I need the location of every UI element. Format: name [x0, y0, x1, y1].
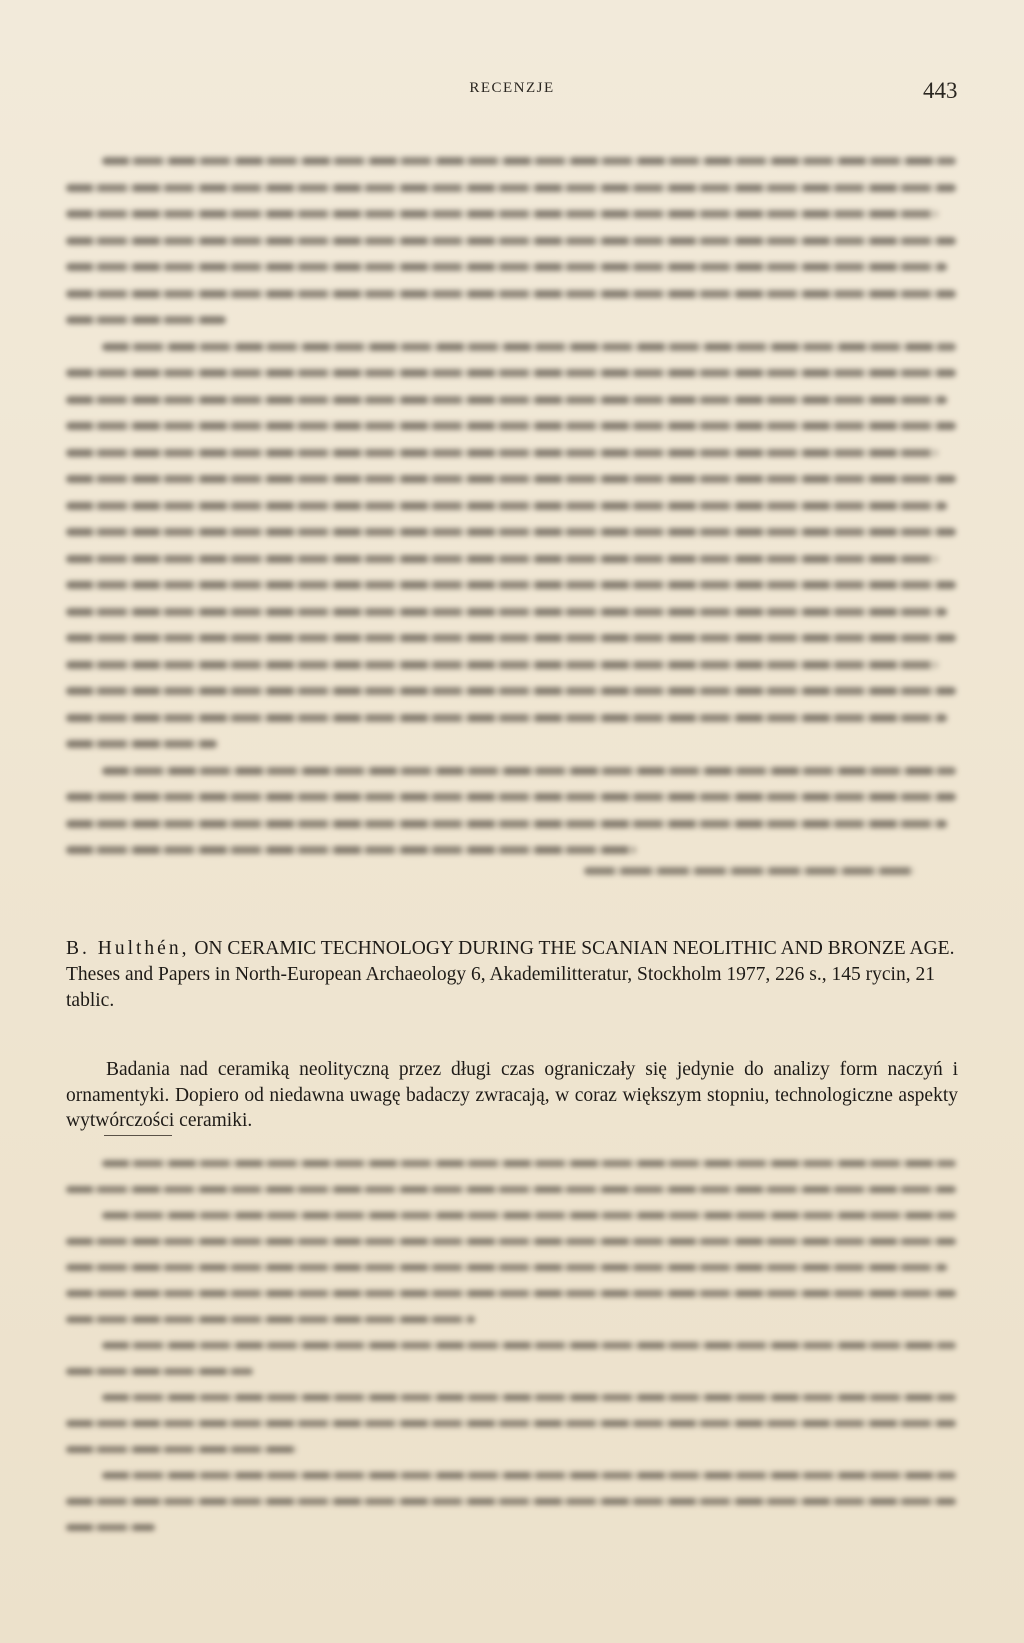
- blurred-line: [102, 343, 956, 351]
- page-number: 443: [923, 78, 958, 103]
- blurred-line: [66, 237, 956, 245]
- blurred-line: [102, 157, 956, 165]
- blurred-footnotes: [66, 1160, 956, 1550]
- blurred-line: [66, 316, 226, 324]
- blurred-line: [66, 1498, 956, 1505]
- blurred-line: [66, 1238, 956, 1245]
- blurred-line: [102, 1212, 956, 1219]
- blurred-line: [66, 608, 947, 616]
- review-author: B. Hulthén,: [66, 938, 190, 959]
- review-series: Theses and Papers in North-European Archaeology 6, Akademilitteratur, Stockholm 1977, 226 s., 145 rycin, 21 tablic.: [66, 964, 935, 1011]
- blurred-line: [66, 555, 938, 563]
- blurred-line: [102, 1394, 956, 1401]
- review-heading: [66, 936, 958, 1014]
- review-paragraph: Badania nad ceramiką neolityczną przez długi czas ograniczały się jedynie do analizy form naczyń i ornamentyki. Dopiero od niedawna uwagę badaczy zwracają, w coraz większym stopniu, technologiczne aspekty wytwórczości ceramiki.: [66, 1059, 958, 1131]
- blurred-line: [66, 210, 938, 218]
- blurred-line: [66, 820, 947, 828]
- blurred-line: [66, 846, 636, 854]
- blurred-line: [102, 767, 956, 775]
- blurred-line: [66, 1368, 253, 1375]
- blurred-line: [66, 1264, 947, 1271]
- blurred-line: [102, 1160, 956, 1167]
- blurred-line: [66, 290, 956, 298]
- blurred-line: [66, 1290, 956, 1297]
- blurred-line: [66, 449, 938, 457]
- blurred-line: [66, 634, 956, 642]
- blurred-line: [66, 687, 956, 695]
- blurred-line: [66, 1446, 297, 1453]
- blurred-line: [66, 1186, 956, 1193]
- blurred-line: [66, 422, 956, 430]
- blurred-line: [66, 528, 956, 536]
- review-title: ON CERAMIC TECHNOLOGY DURING THE SCANIAN NEOLITHIC AND BRONZE AGE.: [194, 938, 955, 959]
- blurred-signature: [584, 867, 914, 875]
- blurred-line: [66, 184, 956, 192]
- running-header: RECENZJE: [469, 80, 555, 96]
- blurred-line: [66, 1316, 475, 1323]
- blurred-line: [66, 714, 947, 722]
- footnote-separator: [104, 1135, 172, 1136]
- blurred-line: [66, 661, 938, 669]
- blurred-line: [66, 475, 956, 483]
- blurred-line: [66, 1420, 956, 1427]
- blurred-line: [66, 369, 956, 377]
- blurred-line: [66, 502, 947, 510]
- blurred-line: [102, 1472, 956, 1479]
- blurred-text-block: [66, 157, 956, 873]
- blurred-line: [66, 263, 947, 271]
- blurred-line: [66, 793, 956, 801]
- blurred-line: [66, 581, 956, 589]
- blurred-line: [66, 1524, 155, 1531]
- blurred-line: [66, 740, 217, 748]
- blurred-line: [102, 1342, 956, 1349]
- blurred-line: [66, 396, 947, 404]
